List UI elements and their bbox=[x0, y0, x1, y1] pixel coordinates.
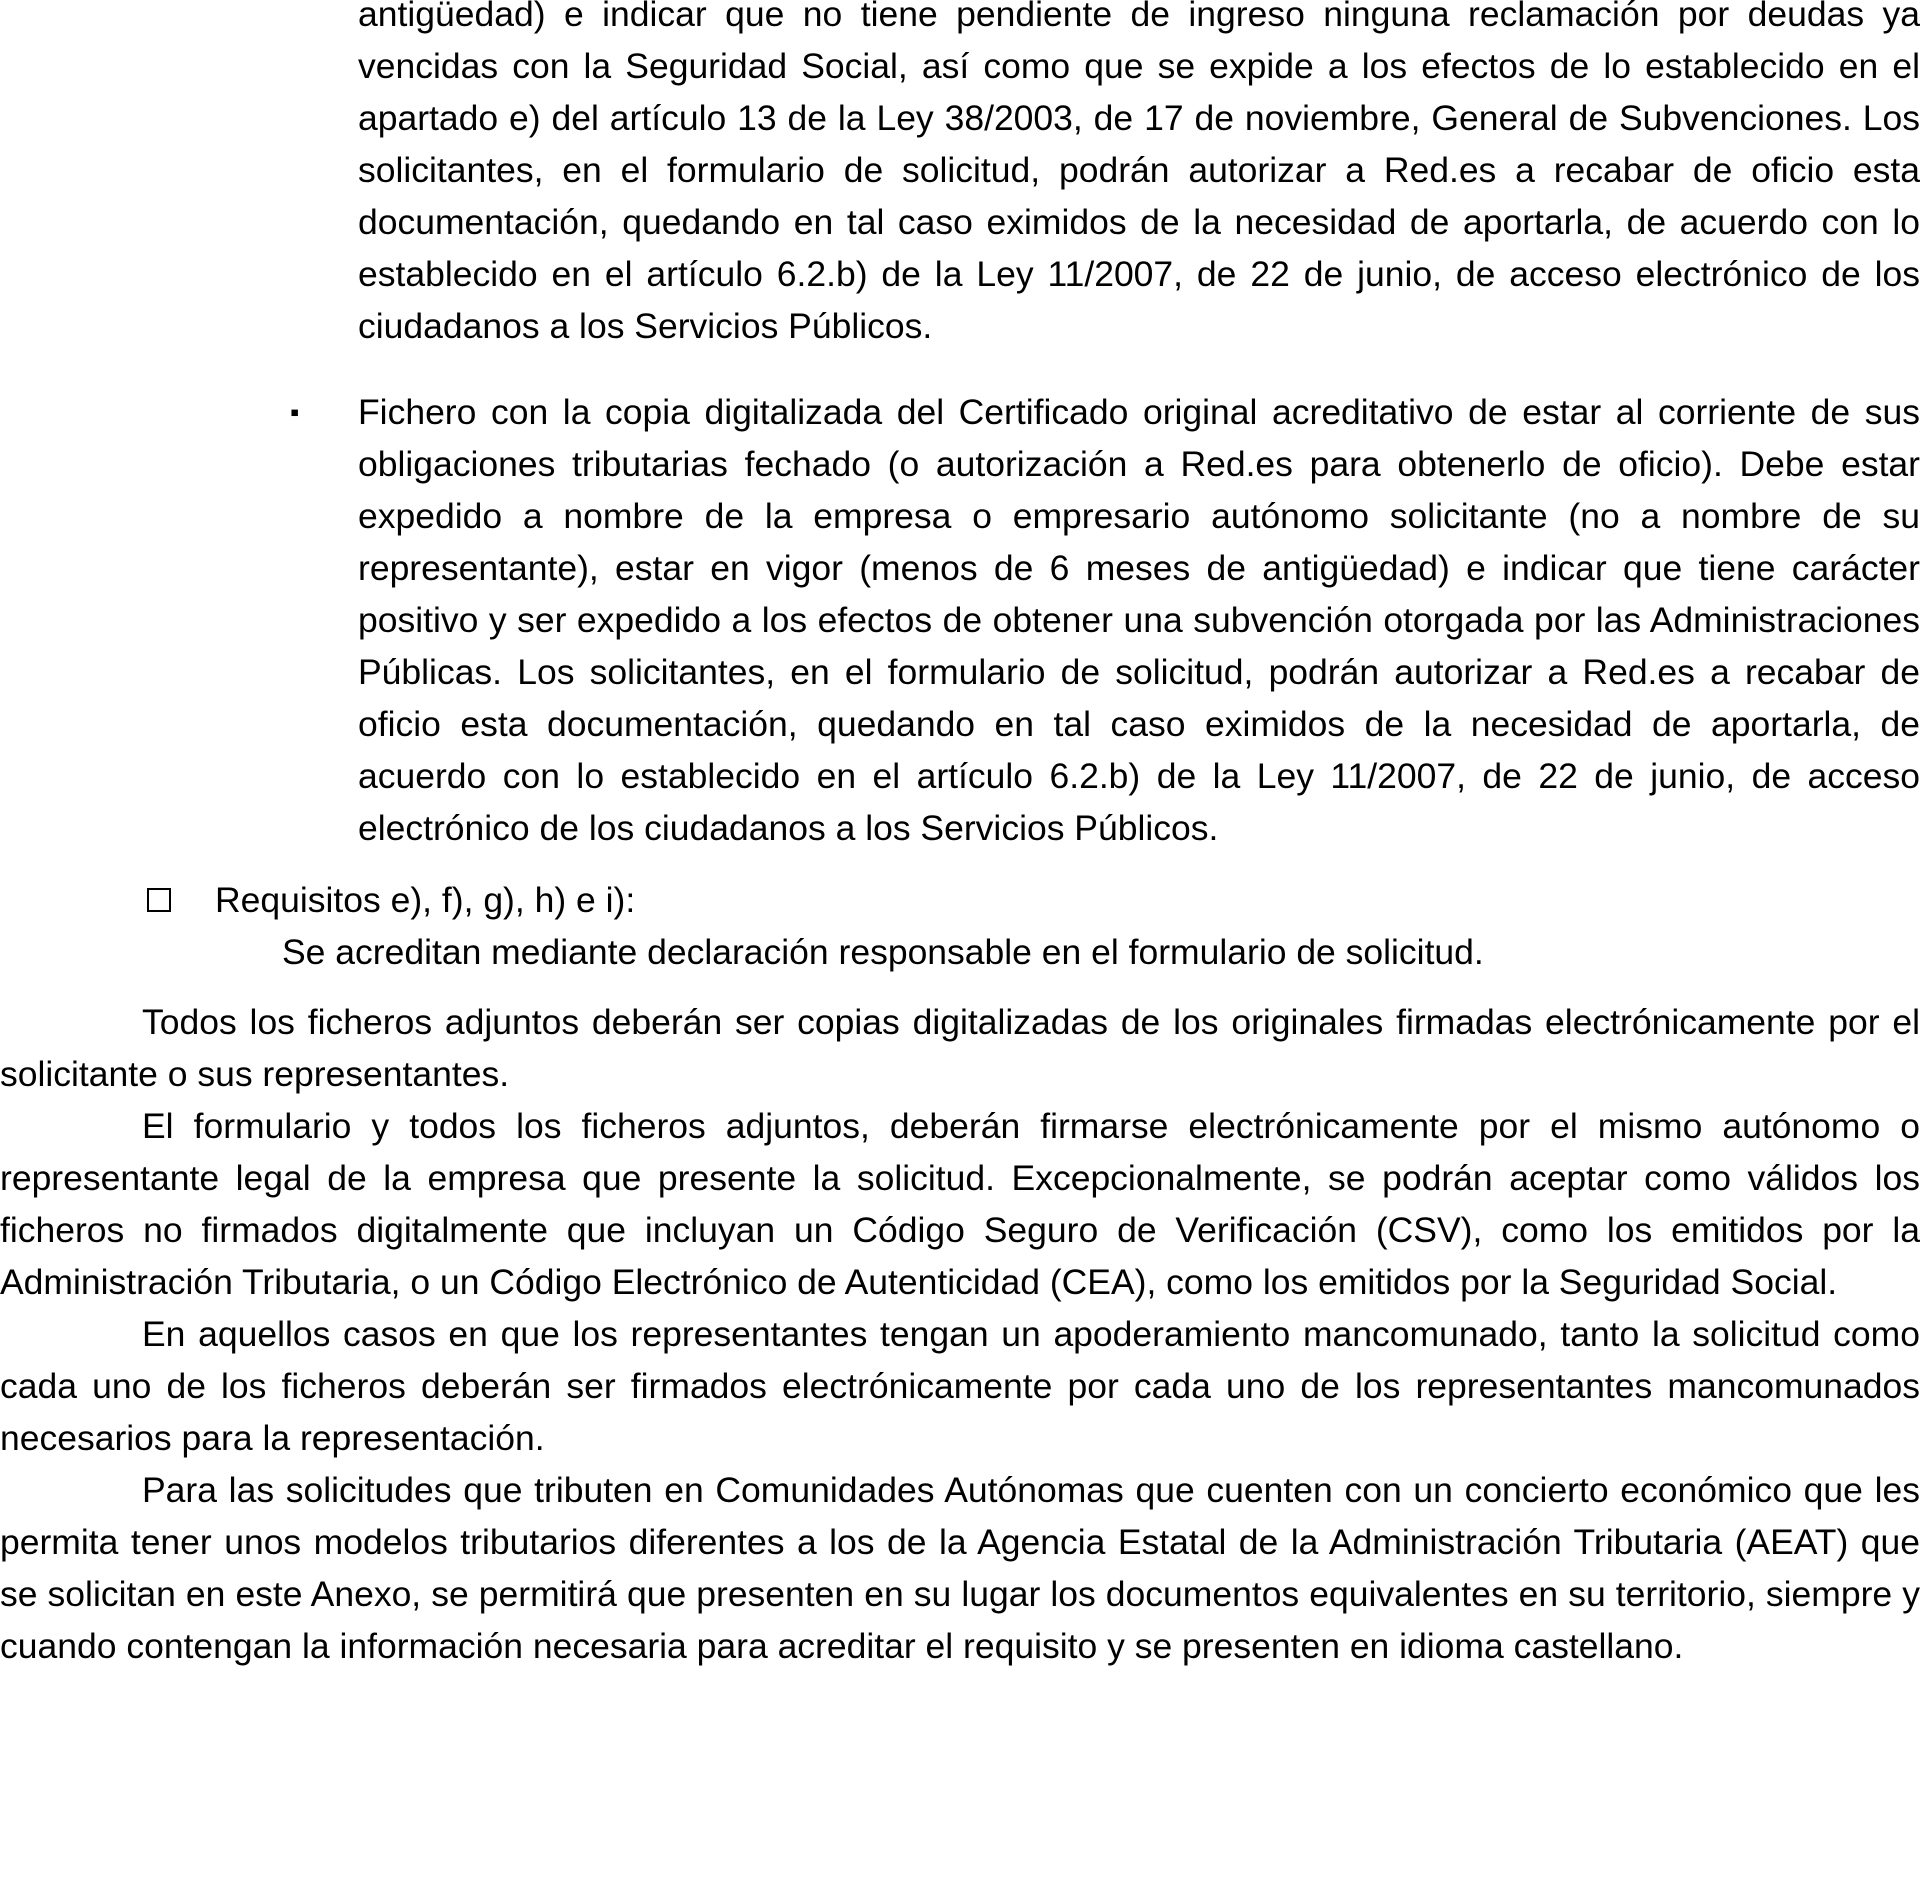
paragraph-electronic-signature: El formulario y todos los ficheros adjuntos, deberán firmarse electrónicamente por el mismo autónomo o representante legal de la empresa que presente la solicitud. Excepcionalmente, se podrán aceptar como válidos los ficheros no firmados digitalmente que incluyan un Código Seguro de Verificación (CSV), como los emitidos por la Administración Tributaria, o un Código Electrónico de Autenticidad (CEA), como los emitidos por la Seguridad Social. bbox=[0, 1106, 1920, 1302]
requirement-item bbox=[0, 874, 1922, 978]
paragraph-attachments: Todos los ficheros adjuntos deberán ser copias digitalizadas de los originales firmadas electrónicamente por el solicitante o sus representantes. bbox=[0, 1002, 1920, 1094]
requirement-detail: Se acreditan mediante declaración responsable en el formulario de solicitud. bbox=[282, 932, 1484, 972]
requirement-label: Requisitos e), f), g), h) e i): bbox=[215, 880, 636, 920]
paragraph-joint-representation: En aquellos casos en que los representantes tengan un apoderamiento mancomunado, tanto la solicitud como cada uno de los ficheros deberán ser firmados electrónicamente por cada uno de los representantes mancomunados necesarios para la representación. bbox=[0, 1314, 1920, 1458]
continued-requirement-text: antigüedad) e indicar que no tiene pendiente de ingreso ninguna reclamación por deudas ya vencidas con la Seguridad Social, así como que se expide a los efectos de lo establecido en el apartado e) del artículo 13 de la Ley 38/2003, de 17 de noviembre, General de Subvenciones. Los solicitantes, en el formulario de solicitud, podrán autorizar a Red.es a recabar de oficio esta documentación, quedando en tal caso eximidos de la necesidad de aportarla, de acuerdo con lo establecido en el artículo 6.2.b) de la Ley 11/2007, de 22 de junio, de acceso electrónico de los ciudadanos a los Servicios Públicos. bbox=[358, 0, 1920, 346]
paragraph-autonomous-communities: Para las solicitudes que tributen en Comunidades Autónomas que cuenten con un concierto económico que les permita tener unos modelos tributarios diferentes a los de la Agencia Estatal de la Administración Tributaria (AEAT) que se solicitan en este Anexo, se permitirá que presenten en su lugar los documentos equivalentes en su territorio, siempre y cuando contengan la información necesaria para acreditar el requisito y se presenten en idioma castellano. bbox=[0, 1470, 1920, 1666]
bullet-item-text: Fichero con la copia digitalizada del Certificado original acreditativo de estar al corriente de sus obligaciones tributarias fechado (o autorización a Red.es para obtenerlo de oficio). Debe estar expedido a nombre de la empresa o empresario autónomo solicitante (no a nombre de su representante), estar en vigor (menos de 6 meses de antigüedad) e indicar que tiene carácter positivo y ser expedido a los efectos de obtener una subvención otorgada por las Administraciones Públicas. Los solicitantes, en el formulario de solicitud, podrán autorizar a Red.es a recabar de oficio esta documentación, quedando en tal caso eximidos de la necesidad de aportarla, de acuerdo con lo establecido en el artículo 6.2.b) de la Ley 11/2007, de 22 de junio, de acceso electrónico de los ciudadanos a los Servicios Públicos. bbox=[358, 392, 1920, 848]
bullet-item-tax-certificate bbox=[290, 386, 1920, 854]
checkbox-icon bbox=[147, 888, 171, 912]
square-bullet-icon: ▪ bbox=[290, 397, 300, 427]
